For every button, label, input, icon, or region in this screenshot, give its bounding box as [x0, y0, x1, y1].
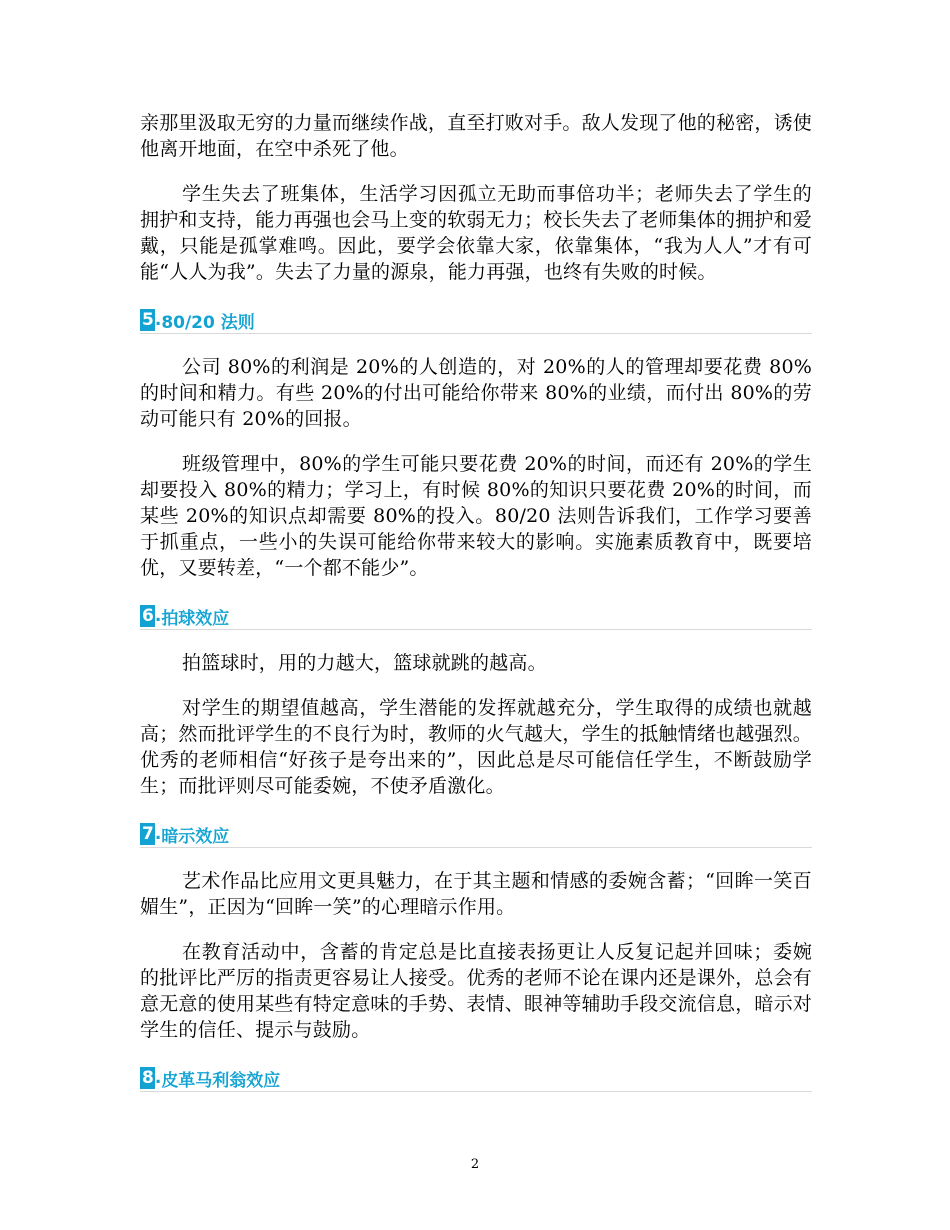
- section-number-dot: .: [154, 606, 162, 626]
- document-body: [140, 110, 812, 1112]
- section-heading-ball-bounce-effect: [140, 603, 812, 630]
- section-heading-suggestion-effect: [140, 821, 812, 848]
- section-title: 暗示效应: [161, 826, 230, 847]
- section-number-dot: .: [154, 310, 162, 330]
- section-number-dot: .: [154, 1068, 162, 1088]
- paragraph-antaeus-ending: 亲那里汲取无穷的力量而继续作战，直至打败对手。敌人发现了他的秘密，诱使他离开地面，在空中杀死了他。: [140, 112, 813, 160]
- section-title: 拍球效应: [161, 608, 230, 629]
- section-number: 5: [142, 310, 154, 330]
- section-heading-80-20-rule: [140, 307, 812, 334]
- paragraph-80-20-company: 公司 80%的利润是 20%的人创造的，对 20%的人的管理却要花费 80%的时间和精力。有些 20%的付出可能给你带来 80%的业绩，而付出 80%的劳动可能只有 20%的回报。: [140, 356, 812, 430]
- section-heading-pygmalion-effect: [140, 1065, 812, 1092]
- section-number: 6: [142, 606, 154, 626]
- section-number: 7: [142, 824, 154, 844]
- paragraph-80-20-class: 班级管理中，80%的学生可能只要花费 20%的时间，而还有 20%的学生却要投入 80%的精力；学习上，有时候 80%的知识只要花费 20%的时间，而某些 20%的知识点却需要 80%的投入。80/20 法则告诉我们，工作学习要善于抓重点，一些小的失误可能给你带来较大的影响。实施素质教育中，既要培优，又要转差，“一个都不能少”。: [140, 453, 812, 579]
- paragraph-basketball: 拍篮球时，用的力越大，篮球就跳的越高。: [182, 652, 547, 674]
- page-number: 2: [470, 1157, 480, 1172]
- section-number-dot: .: [154, 824, 162, 844]
- paragraph-art-implicit: 艺术作品比应用文更具魅力，在于其主题和情感的委婉含蓄；“回眸一笑百媚生”，正因为“回眸一笑”的心理暗示作用。: [140, 870, 812, 918]
- paragraph-education-implicit: 在教育活动中，含蓄的肯定总是比直接表扬更让人反复记起并回味；委婉的批评比严厉的指责更容易让人接受。优秀的老师不论在课内还是课外，总会有意无意的使用某些有特定意味的手势、表情、眼神等辅助手段交流信息，暗示对学生的信任、提示与鼓励。: [140, 941, 813, 1041]
- section-title: 80/20 法则: [161, 312, 255, 333]
- section-number: 8: [142, 1068, 154, 1088]
- section-title: 皮革马利翁效应: [161, 1070, 281, 1091]
- paragraph-collective-strength: 学生失去了班集体，生活学习因孤立无助而事倍功半；老师失去了学生的拥护和支持，能力再强也会马上变的软弱无力；校长失去了老师集体的拥护和爱戴，只能是孤掌难鸣。因此，要学会依靠大家，依靠集体，“我为人人”才有可能“人人为我”。失去了力量的源泉，能力再强，也终有失败的时候。: [140, 183, 813, 283]
- paragraph-expectation: 对学生的期望值越高，学生潜能的发挥就越充分，学生取得的成绩也就越高；然而批评学生的不良行为时，教师的火气越大，学生的抵触情绪也越强烈。优秀的老师相信“好孩子是夸出来的”，因此总是尽可能信任学生，不断鼓励学生；而批评则尽可能委婉，不使矛盾激化。: [140, 697, 813, 797]
